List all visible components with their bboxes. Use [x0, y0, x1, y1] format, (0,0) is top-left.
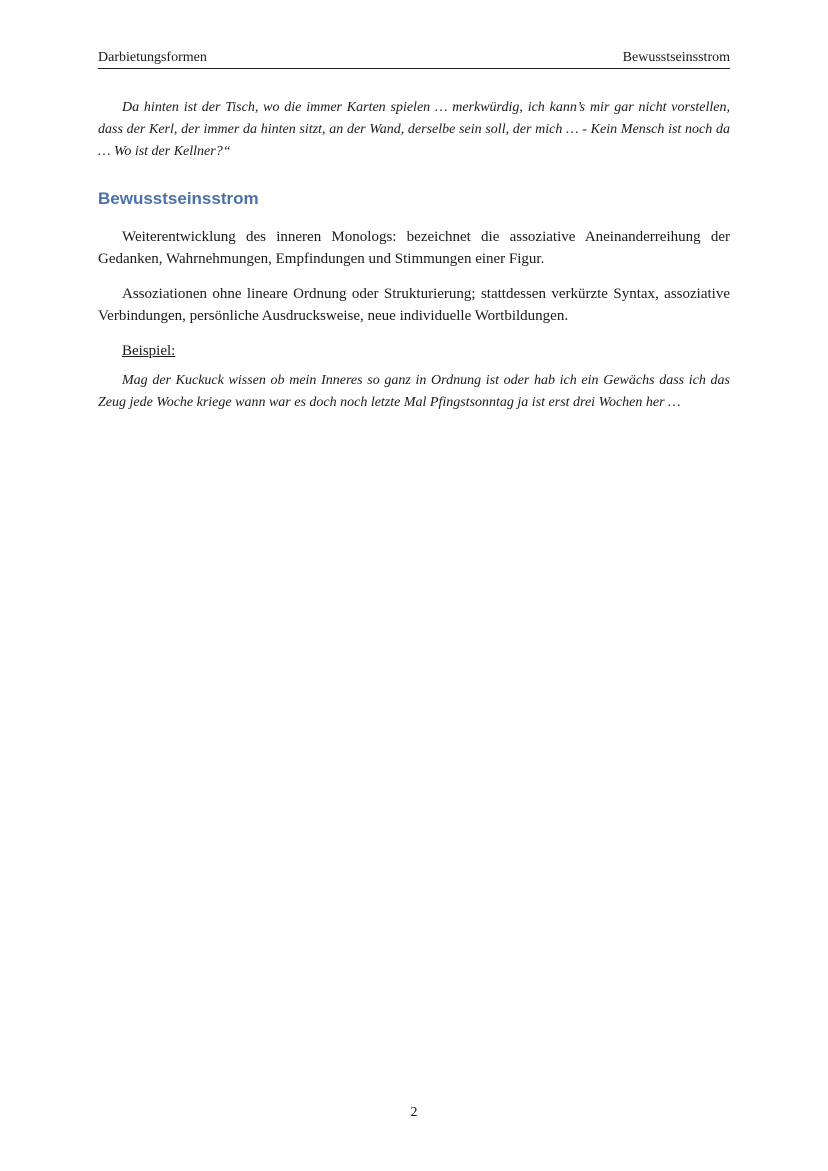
header-chapter-title: Darbietungsformen [98, 50, 207, 65]
paragraph-definition: Weiterentwicklung des inneren Monologs: bezeichnet die assoziative Aneinanderreihung der Gedanken, Wahrnehmungen, Empfindungen und Stimmungen einer Figur. [98, 229, 730, 267]
paragraph-characteristics: Assoziationen ohne lineare Ordnung oder Strukturierung; stattdessen verkürzte Syntax, assoziative Verbindungen, persönliche Ausdrucksweise, neue individuelle Wortbildungen. [98, 286, 730, 324]
section-heading: Bewusstseinsstrom [98, 189, 259, 208]
page-number: 2 [410, 1105, 418, 1120]
quote-inner-monologue: Da hinten ist der Tisch, wo die immer Karten spielen … merkwürdig, ich kann’s mir gar nicht vorstellen, dass der Kerl, der immer da hinten sitzt, an der Wand, derselbe sein soll, der mich … - Kein Mensch ist noch da … Wo ist der Kellner?“ [98, 100, 730, 159]
page-header [98, 50, 730, 69]
example-label: Beispiel: [122, 343, 176, 359]
header-section-title: Bewusstseinsstrom [622, 50, 730, 65]
quote-example: Mag der Kuckuck wissen ob mein Inneres so ganz in Ordnung ist oder hab ich ein Gewächs dass ich das Zeug jede Woche kriege wann war es doch noch letzte Mal Pfingstsonntag ja ist erst drei Wochen her … [98, 373, 730, 410]
